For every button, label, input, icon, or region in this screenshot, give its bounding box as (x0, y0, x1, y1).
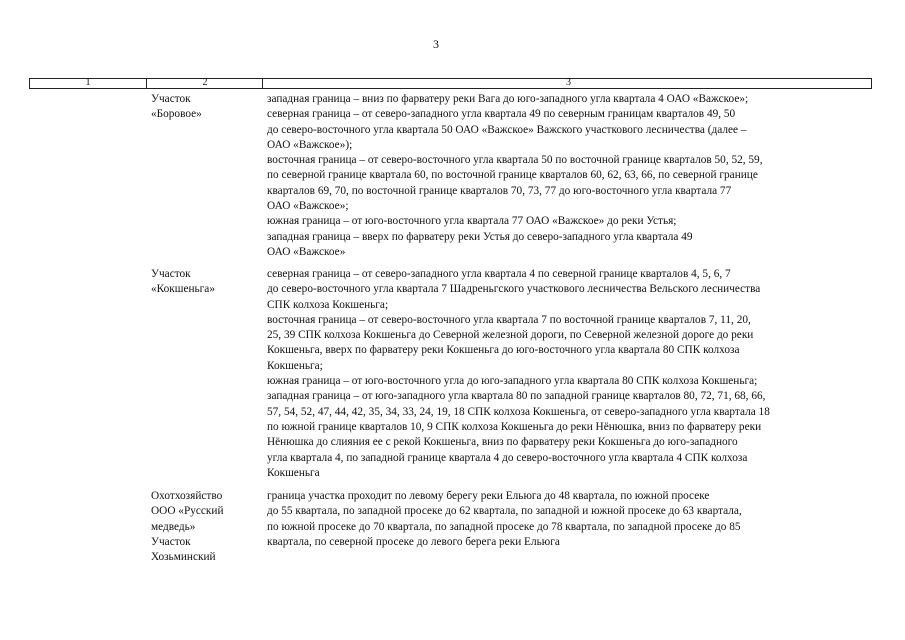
section-name (151, 92, 259, 123)
name-line: Хозьминский (151, 551, 216, 564)
desc-line: Кокшеньга, вверх по фарватеру реки Кокшеньга до юго-восточного угла квартала 80 СПК колхоза (267, 344, 740, 357)
desc-line: северная граница – от северо-западного угла квартала 49 по северным границам кварталов 49, 50 (267, 108, 736, 121)
page-number: 3 (433, 37, 439, 51)
desc-line: северная граница – от северо-западного угла квартала 4 по северной границе кварталов 4, 5, 6, 7 (267, 268, 731, 280)
desc-line: ОАО «Важское»); (267, 138, 353, 151)
name-line: Участок (151, 93, 191, 105)
table-header-row (29, 78, 872, 89)
desc-line: по южной просеке до 70 квартала, по западной просеке до 78 квартала, по западной просеке до 85 (267, 520, 741, 533)
section-description (267, 489, 867, 550)
table-header-col-2: 2 (146, 78, 263, 89)
desc-line: СПК колхоза Кокшеньга; (267, 298, 389, 311)
section-description (267, 92, 867, 260)
desc-line: восточная граница – от северо-восточного угла квартала 50 по восточной границе кварталов 50, 52, 59, (267, 154, 763, 167)
desc-line: по южной границе кварталов 10, 9 СПК колхоза Кокшеньга до реки Нёнюшка, вниз по фарватеру реки (267, 420, 762, 433)
desc-line: 57, 54, 52, 47, 44, 42, 35, 34, 33, 24, 19, 18 СПК колхоза Кокшеньга, от северо-западного угла квартала 18 (267, 405, 770, 418)
desc-line: Кокшеньга (267, 466, 320, 479)
desc-line: граница участка проходит по левому берегу реки Ельюга до 48 квартала, по южной просеке (267, 490, 710, 502)
desc-line: южная граница – от юго-восточного угла квартала 77 ОАО «Важское» до реки Устья; (267, 215, 677, 228)
name-line: Участок (151, 268, 191, 280)
desc-line: кварталов 69, 70, по восточной границе кварталов 70, 73, 77 до юго-восточного угла квартала 77 (267, 184, 732, 197)
desc-line: ОАО «Важское» (267, 245, 346, 258)
desc-line: Нёнюшка до слияния ее с рекой Кокшеньга, вниз по фарватеру реки Кокшеньга до юго-западного (267, 436, 738, 449)
desc-line: по северной границе квартала 60, по восточной границе кварталов 60, 62, 63, 66, по северной границе (267, 169, 758, 182)
desc-line: до 55 квартала, по западной просеке до 62 квартала, по западной и южной просеке до 63 квартала, (267, 505, 742, 518)
desc-line: угла квартала 4, по западной границе квартала 4 до северо-восточного угла квартала 4 СПК колхоза (267, 451, 748, 464)
name-line: «Боровое» (151, 108, 202, 121)
section-name (151, 489, 259, 565)
desc-line: южная граница – от юго-восточного угла до юго-западного угла квартала 80 СПК колхоза Кокшеньга; (267, 375, 758, 388)
desc-line: 25, 39 СПК колхоза Кокшеньга до Северной железной дороги, по Северной железной дороге до реки (267, 329, 754, 342)
section-description (267, 267, 867, 481)
desc-line: западная граница – вниз по фарватеру реки Вага до юго-западного угла квартала 4 ОАО «Важское»; (267, 93, 749, 105)
desc-line: до северо-восточного угла квартала 7 Шадреньгского участкового лесничества Вельского лесничества (267, 283, 761, 296)
desc-line: до северо-восточного угла квартала 50 ОАО «Важское» Важского участкового лесничества (далее – (267, 123, 747, 136)
name-line: Участок (151, 535, 191, 548)
table-header-col-3: 3 (262, 78, 874, 89)
desc-line: квартала, по северной просеке до левого берега реки Ельюга (267, 535, 560, 548)
name-line: медведь» (151, 520, 196, 533)
desc-line: Кокшеньга; (267, 359, 323, 372)
desc-line: восточная граница – от северо-восточного угла квартала 7 по восточной границе кварталов 7, 11, 20, (267, 313, 751, 326)
section-name (151, 267, 259, 298)
table-header-col-1: 1 (85, 77, 91, 88)
desc-line: ОАО «Важское»; (267, 200, 349, 213)
name-line: ООО «Русский (151, 505, 224, 518)
desc-line: западная граница – вверх по фарватеру реки Устья до северо-западного угла квартала 49 (267, 230, 693, 243)
desc-line: западная граница – от юго-западного угла квартала 80 по западной границе кварталов 80, 72, 71, 68, 66, (267, 390, 766, 403)
name-line: «Кокшеньга» (151, 283, 215, 296)
name-line: Охотхозяйство (151, 490, 223, 502)
